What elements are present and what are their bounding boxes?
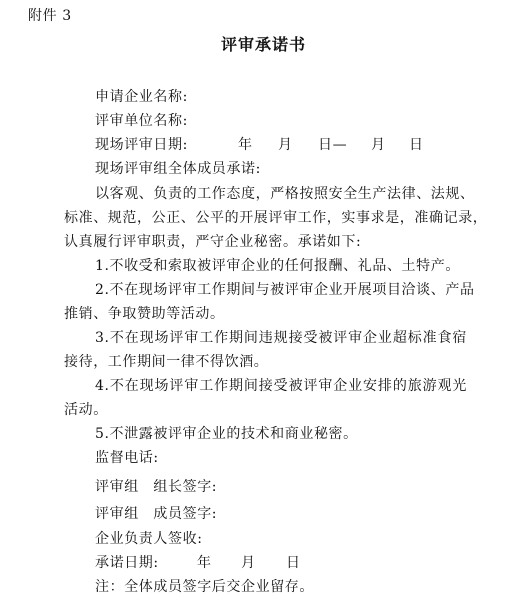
attachment-label: 附件 3 — [28, 8, 72, 24]
commitment-item-4-line-1: 4.不在现场评审工作期间接受被评审企业安排的旅游观光 — [95, 378, 467, 394]
review-date-label: 现场评审日期: — [95, 137, 188, 153]
intro-line-2: 标准、规范，公正、公平的开展评审工作，实事求是，准确记录， — [64, 210, 488, 226]
review-date-year: 年 — [238, 137, 253, 153]
commitment-item-1: 1.不收受和索取被评审企业的任何报酬、礼品、土特产。 — [95, 258, 460, 274]
review-date-month: 月 — [278, 137, 293, 153]
intro-line-3: 认真履行评审职责，严守企业秘密。承诺如下: — [64, 234, 362, 250]
company-signature-label: 企业负责人签收: — [95, 531, 203, 547]
applicant-field-label: 申请企业名称: — [95, 89, 188, 105]
commit-date-row — [95, 554, 301, 572]
review-date-day-to: 日— — [318, 137, 348, 153]
commitment-item-4-line-2: 活动。 — [64, 402, 108, 418]
commitment-item-3-line-1: 3.不在现场评审工作期间违规接受被评审企业超标准食宿 — [95, 330, 467, 346]
review-date-day2: 日 — [409, 137, 424, 153]
team-commit-label: 现场评审组全体成员承诺: — [95, 161, 261, 177]
commitment-item-5: 5.不泄露被评审企业的技术和商业秘密。 — [95, 426, 358, 442]
leader-signature-label: 评审组 组长签字: — [95, 479, 218, 495]
supervision-phone-label: 监督电话: — [95, 450, 159, 466]
reviewer-unit-field-label: 评审单位名称: — [95, 113, 188, 129]
member-signature-label: 评审组 成员签字: — [95, 506, 218, 522]
review-date-row — [95, 136, 424, 154]
commit-date-year: 年 — [197, 555, 212, 571]
intro-line-1: 以客观、负责的工作态度，严格按照安全生产法律、法规、 — [95, 186, 475, 202]
commitment-item-3-line-2: 接待，工作期间一律不得饮酒。 — [64, 354, 269, 370]
commit-date-month: 月 — [241, 555, 256, 571]
commitment-item-2-line-2: 推销、争取赞助等活动。 — [64, 306, 225, 322]
commitment-item-2-line-1: 2.不在现场评审工作期间与被评审企业开展项目洽谈、产品 — [95, 282, 475, 298]
page-title: 评审承诺书 — [220, 35, 306, 54]
review-date-month2: 月 — [371, 137, 386, 153]
footer-note: 注：全体成员签字后交企业留存。 — [95, 579, 314, 595]
commit-date-label: 承诺日期: — [95, 555, 159, 571]
commit-date-day: 日 — [286, 555, 301, 571]
